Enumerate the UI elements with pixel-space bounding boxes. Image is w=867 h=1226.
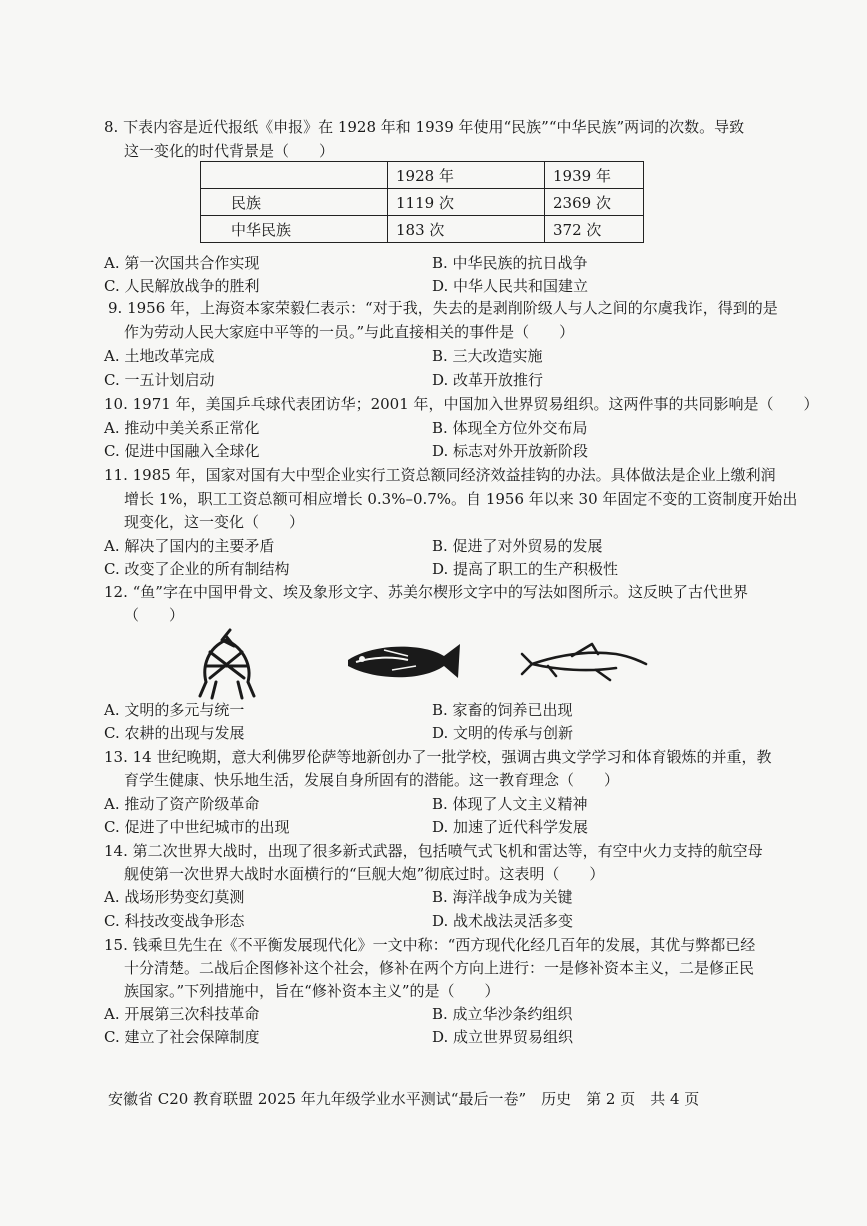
q14-stem-line1: 14. 第二次世界大战时，出现了很多新式武器，包括喷气式飞机和雷达等，有空中火力支持的航空母 — [104, 842, 763, 860]
q10-option-d: D. 标志对外开放新阶段 — [432, 442, 589, 460]
q13-stem-line1: 13. 14 世纪晚期，意大利佛罗伦萨等地新创办了一批学校，强调古典文学学习和体育锻炼的并重，教 — [104, 748, 772, 766]
q8-stem-line2: 这一变化的时代背景是（ ） — [124, 142, 335, 160]
q14-option-b: B. 海洋战争成为关键 — [432, 888, 573, 906]
q9-option-d: D. 改革开放推行 — [432, 371, 544, 389]
sumerian-fish-icon — [522, 644, 646, 680]
q10-option-c: C. 促进中国融入全球化 — [104, 442, 260, 460]
q13-option-c: C. 促进了中世纪城市的出现 — [104, 818, 290, 836]
q8-data-table — [200, 161, 644, 243]
q10-option-b: B. 体现全方位外交布局 — [432, 419, 588, 437]
table-cell: 2369 次 — [545, 189, 644, 216]
q11-option-c: C. 改变了企业的所有制结构 — [104, 560, 290, 578]
q8-option-a: A. 第一次国共合作实现 — [104, 254, 260, 272]
table-cell: 183 次 — [388, 216, 545, 243]
q9-option-a: A. 土地改革完成 — [104, 347, 215, 365]
q15-option-d: D. 成立世界贸易组织 — [432, 1028, 574, 1046]
q15-stem-line3: 族国家。”下列措施中，旨在“修补资本主义”的是（ ） — [124, 982, 500, 1000]
page-footer: 安徽省 C20 教育联盟 2025 年九年级学业水平测试“最后一卷” 历史 第 2 页 共 4 页 — [108, 1090, 700, 1108]
table-cell: 中华民族 — [201, 216, 388, 243]
fish-glyphs-figure — [196, 626, 656, 706]
q12-stem-line2: （ ） — [124, 606, 185, 624]
q14-option-a: A. 战场形势变幻莫测 — [104, 888, 245, 906]
q8-option-c: C. 人民解放战争的胜利 — [104, 277, 260, 295]
table-header-cell: 1939 年 — [545, 162, 644, 189]
q12-option-a: A. 文明的多元与统一 — [104, 701, 245, 719]
q8-option-b: B. 中华民族的抗日战争 — [432, 254, 588, 272]
q14-option-d: D. 战术战法灵活多变 — [432, 912, 574, 930]
q11-option-d: D. 提高了职工的生产积极性 — [432, 560, 619, 578]
egyptian-hieroglyph-fish-icon — [348, 644, 460, 678]
table-cell: 民族 — [201, 189, 388, 216]
table-row — [201, 216, 644, 243]
q14-stem-line2: 舰使第一次世界大战时水面横行的“巨舰大炮”彻底过时。这表明（ ） — [124, 865, 605, 883]
q15-stem-line2: 十分清楚。二战后企图修补这个社会，修补在两个方向上进行：一是修补资本主义，二是修正民 — [124, 959, 755, 977]
q15-stem-line1: 15. 钱乘旦先生在《不平衡发展现代化》一文中称：“西方现代化经几百年的发展，其优与弊都已经 — [104, 936, 756, 954]
q11-stem-line1: 11. 1985 年，国家对国有大中型企业实行工资总额同经济效益挂钩的办法。具体做法是企业上缴利润 — [104, 466, 776, 484]
q12-option-d: D. 文明的传承与创新 — [432, 724, 574, 742]
q15-option-a: A. 开展第三次科技革命 — [104, 1005, 260, 1023]
table-row — [201, 189, 644, 216]
table-header-cell: 1928 年 — [388, 162, 545, 189]
q9-stem-line2: 作为劳动人民大家庭中平等的一员。”与此直接相关的事件是（ ） — [124, 323, 575, 341]
q9-option-b: B. 三大改造实施 — [432, 347, 543, 365]
q10-stem-line1: 10. 1971 年，美国乒乓球代表团访华；2001 年，中国加入世界贸易组织。这两件事的共同影响是（ ） — [104, 395, 819, 413]
q11-option-a: A. 解决了国内的主要矛盾 — [104, 537, 275, 555]
q13-stem-line2: 育学生健康、快乐地生活，发展自身所固有的潜能。这一教育理念（ ） — [124, 771, 620, 789]
table-header-row — [201, 162, 644, 189]
q12-option-c: C. 农耕的出现与发展 — [104, 724, 245, 742]
q12-stem-line1: 12. “鱼”字在中国甲骨文、埃及象形文字、苏美尔楔形文字中的写法如图所示。这反映了古代世界 — [104, 583, 748, 601]
q13-option-d: D. 加速了近代科学发展 — [432, 818, 589, 836]
table-cell: 372 次 — [545, 216, 644, 243]
q10-option-a: A. 推动中美关系正常化 — [104, 419, 260, 437]
q8-stem-line1: 8. 下表内容是近代报纸《申报》在 1928 年和 1939 年使用“民族”“中华民族”两词的次数。导致 — [104, 118, 745, 136]
q8-option-d: D. 中华人民共和国建立 — [432, 277, 589, 295]
q9-stem-line1: 9. 1956 年，上海资本家荣毅仁表示：“对于我，失去的是剥削阶级人与人之间的尔虞我诈，得到的是 — [108, 299, 778, 317]
table-header-cell — [201, 162, 388, 189]
table-cell: 1119 次 — [388, 189, 545, 216]
q13-option-a: A. 推动了资产阶级革命 — [104, 795, 260, 813]
q13-option-b: B. 体现了人文主义精神 — [432, 795, 588, 813]
q9-option-c: C. 一五计划启动 — [104, 371, 215, 389]
q11-stem-line3: 现变化，这一变化（ ） — [124, 513, 305, 531]
q15-option-c: C. 建立了社会保障制度 — [104, 1028, 260, 1046]
q11-stem-line2: 增长 1%，职工工资总额可相应增长 0.3%–0.7%。自 1956 年以来 30 年固定不变的工资制度开始出 — [124, 490, 798, 508]
q15-option-b: B. 成立华沙条约组织 — [432, 1005, 573, 1023]
q11-option-b: B. 促进了对外贸易的发展 — [432, 537, 603, 555]
q14-option-c: C. 科技改变战争形态 — [104, 912, 245, 930]
q12-option-b: B. 家畜的饲养已出现 — [432, 701, 573, 719]
oracle-bone-fish-icon — [200, 630, 254, 698]
